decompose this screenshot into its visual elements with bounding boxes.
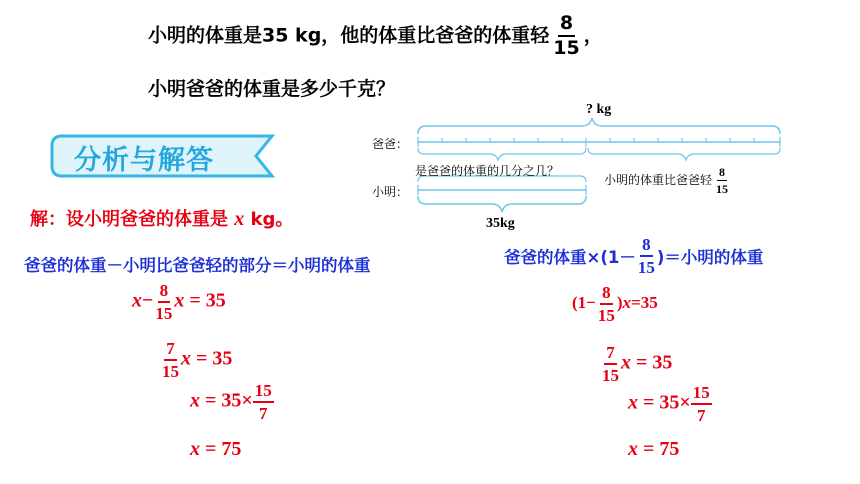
rhs: = 35 (631, 351, 673, 374)
right-fraction-num: 8 (719, 165, 726, 179)
fraction-den: 15 (597, 306, 615, 325)
fraction-den: 15 (602, 366, 619, 385)
rhs: = 75 (638, 438, 680, 460)
method2-title-fraction (636, 236, 657, 276)
rhs: = 75 (200, 438, 242, 460)
fraction-den: 15 (162, 362, 179, 381)
method2-step-2 (600, 344, 672, 384)
problem-line-2: 小明爸爸的体重是多少千克？ (148, 78, 396, 100)
step-fraction (600, 344, 621, 384)
right-brace (588, 148, 780, 160)
method1-step-3 (190, 382, 274, 422)
rhs: = 35× (638, 391, 691, 414)
fraction-den: 15 (155, 304, 173, 323)
solution-intro-text: 解：设小明爸爸的体重是 (30, 209, 235, 230)
fraction-denominator: 15 (553, 37, 580, 59)
method1-title: 爸爸的体重－小明比爸爸轻的部分＝小明的体重 (24, 256, 371, 275)
fraction-den: 7 (259, 404, 268, 423)
fraction-num: 15 (691, 384, 712, 405)
problem-text: 小明的体重是35 kg，他的体重比爸爸的体重轻 (148, 24, 550, 47)
var-x: x (621, 351, 631, 374)
right-text-label: 小明的体重比爸爸轻 (604, 173, 713, 187)
method2-step-1 (572, 284, 658, 324)
top-label: ? kg (586, 102, 612, 117)
solution-intro (30, 205, 293, 231)
var-x: x (628, 438, 638, 460)
method2-title (504, 236, 763, 276)
step-fraction (153, 282, 174, 322)
var-x: x (190, 438, 200, 460)
problem-fraction (551, 14, 581, 58)
var-x: x (181, 347, 191, 370)
fraction-den: 7 (697, 406, 706, 425)
var-x: x (174, 289, 185, 312)
method2-title-pre: 爸爸的体重×(1－ (504, 248, 636, 267)
fraction-num: 7 (604, 344, 617, 365)
mid-question: 是爸爸的体重的几分之几？ (415, 164, 560, 178)
minus-sign: − (142, 289, 154, 312)
fraction-num: 8 (600, 284, 613, 305)
xm-bottom-brace (418, 196, 586, 212)
var-x: x (132, 289, 142, 312)
step-fraction (253, 382, 274, 422)
var-x: x (622, 292, 632, 312)
fraction-num: 8 (158, 282, 171, 303)
fraction-num: 7 (164, 340, 177, 361)
rhs: = 35 (191, 347, 233, 370)
var-x: x (190, 389, 200, 412)
var-x: x (628, 391, 638, 414)
problem-comma: ， (583, 24, 603, 47)
badge-label: 分析与解答 (74, 145, 214, 176)
method2-title-post: )＝小明的体重 (656, 248, 764, 267)
right-fraction-den: 15 (716, 182, 729, 196)
step-fraction (691, 384, 712, 424)
analysis-badge (48, 132, 278, 180)
method2-step-3 (628, 384, 712, 424)
method2-step-4 (628, 438, 679, 461)
solution-intro-end: kg。 (244, 209, 294, 230)
rhs: = 35× (200, 389, 253, 412)
right-fraction (714, 166, 730, 195)
fraction-num: 8 (640, 236, 653, 257)
method1-step-2 (160, 340, 232, 380)
top-brace (418, 118, 780, 134)
right-text (604, 166, 730, 195)
problem-line-1 (148, 14, 603, 58)
method1-step-1 (132, 282, 226, 322)
fraction-den: 15 (637, 258, 655, 277)
rhs: =35 (631, 292, 658, 312)
paren-close: ) (616, 292, 623, 312)
method1-step-4 (190, 438, 241, 461)
step-fraction (160, 340, 181, 380)
rhs: = 35 (184, 289, 226, 312)
dad-label: 爸爸： (372, 137, 409, 151)
bottom-label: 35kg (486, 216, 515, 231)
fraction-numerator: 8 (558, 14, 575, 37)
step-fraction (596, 284, 617, 324)
paren-open: (1− (572, 292, 596, 312)
solution-variable: x (234, 208, 245, 230)
mid-brace (418, 148, 586, 160)
xm-label: 小明： (372, 185, 409, 199)
fraction-num: 15 (253, 382, 274, 403)
